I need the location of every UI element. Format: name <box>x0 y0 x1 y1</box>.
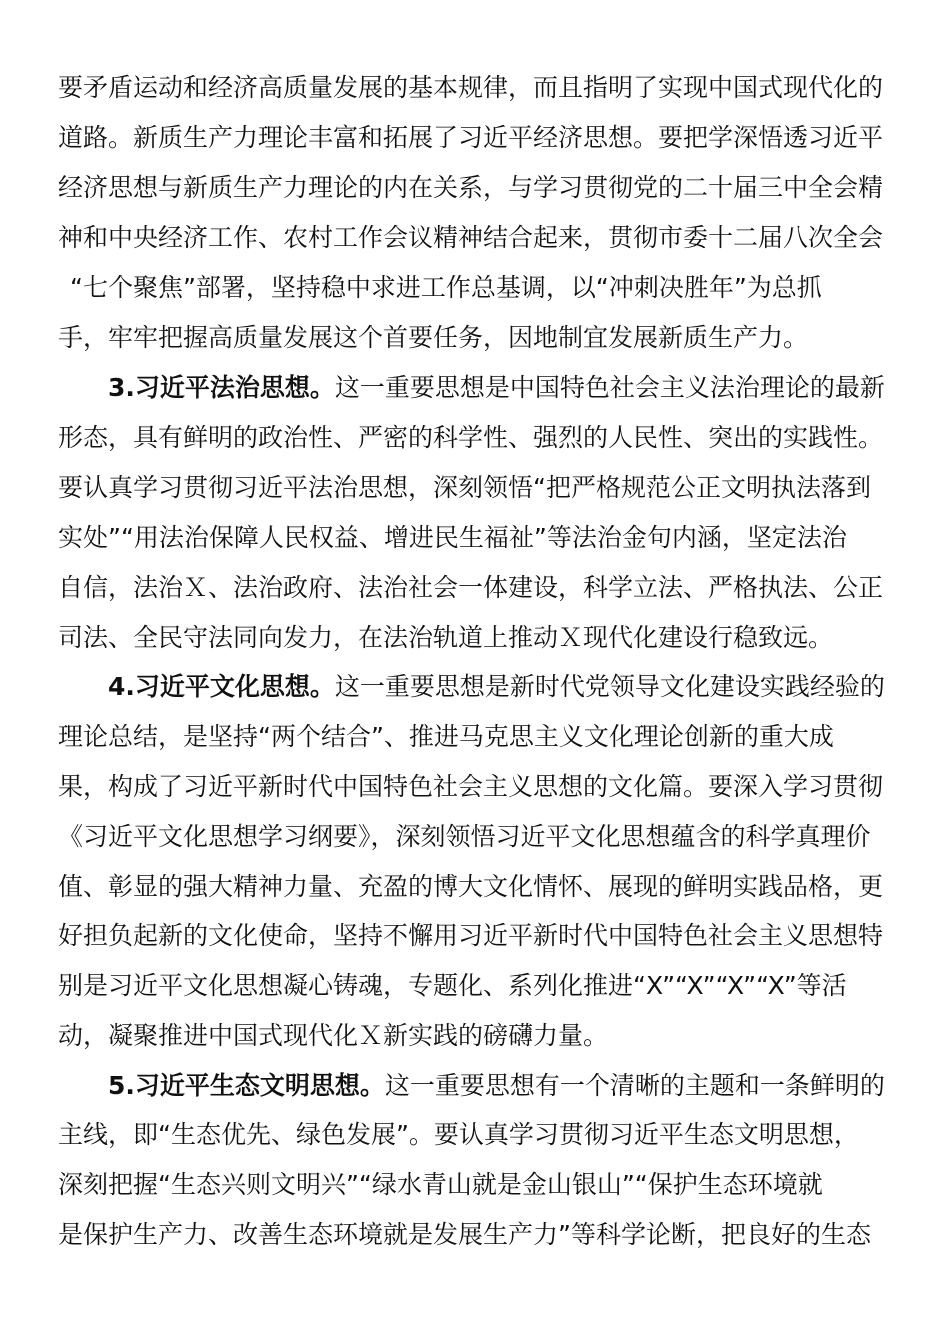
text-line: 经济思想与新质生产力理论的内在关系，与学习贯彻党的二十届三中全会精 <box>58 173 884 202</box>
text-line: 值、彰显的强大精神力量、充盈的博大文化情怀、展现的鲜明实践品格，更 <box>58 872 884 901</box>
text-line: 要认真学习贯彻习近平法治思想，深刻领悟“把严格规范公正文明执法落到 <box>58 473 871 502</box>
text-line: 果，构成了习近平新时代中国特色社会主义思想的文化篇。要深入学习贯彻 <box>58 772 884 801</box>
text-line: 深刻把握“生态兴则文明兴”“绿水青山就是金山银山”“保护生态环境就 <box>58 1170 823 1199</box>
paragraph-5-first-line <box>108 1066 890 1106</box>
text-line: 《习近平文化思想学习纲要》，深刻领悟习近平文化思想蕴含的科学真理价 <box>58 822 871 851</box>
text-line: 司法、全民守法同向发力，在法治轨道上推动Ｘ现代化建设行稳致远。 <box>58 623 834 652</box>
text-line: 理论总结，是坚持“两个结合”、推进马克思主义文化理论创新的重大成 <box>58 722 834 751</box>
text-line: 好担负起新的文化使命，坚持不懈用习近平新时代中国特色社会主义思想特 <box>58 921 884 950</box>
paragraph-3-first-line <box>108 368 890 408</box>
text-line: 动，凝聚推进中国式现代化Ｘ新实践的磅礴力量。 <box>58 1021 609 1050</box>
section-heading-4: 4.习近平文化思想。 <box>108 672 335 701</box>
text-line: 是保护生产力、改善生态环境就是发展生产力”等科学论断，把良好的生态 <box>58 1220 871 1249</box>
text-line: 实处”“用法治保障人民权益、增进民生福祉”等法治金句内涵，坚定法治 <box>58 523 847 552</box>
text-line: 主线，即“生态优先、绿色发展”。要认真学习贯彻习近平生态文明思想， <box>58 1120 859 1149</box>
text-line: 道路。新质生产力理论丰富和拓展了习近平经济思想。要把学深悟透习近平 <box>58 123 884 152</box>
section-heading-3: 3.习近平法治思想。 <box>108 373 335 402</box>
text-line: 要矛盾运动和经济高质量发展的基本规律，而且指明了实现中国式现代化的 <box>58 73 884 102</box>
text-line: 神和中央经济工作、农村工作会议精神结合起来，贯彻市委十二届八次全会 <box>58 223 884 252</box>
text-span: 这一重要思想是中国特色社会主义法治理论的最新 <box>334 373 885 402</box>
text-line: “七个聚焦”部署，坚持稳中求进工作总基调，以“冲刺决胜年”为总抓 <box>70 273 822 302</box>
text-span: 这一重要思想是新时代党领导文化建设实践经验的 <box>334 672 885 701</box>
text-line: 形态，具有鲜明的政治性、严密的科学性、强烈的人民性、突出的实践性。 <box>58 423 884 452</box>
text-line: 自信，法治Ｘ、法治政府、法治社会一体建设，科学立法、严格执法、公正 <box>58 573 884 602</box>
text-line: 手，牢牢把握高质量发展这个首要任务，因地制宜发展新质生产力。 <box>58 323 809 352</box>
text-line: 别是习近平文化思想凝心铸魂，专题化、系列化推进“X”“X”“X”“X”等活 <box>58 971 847 1000</box>
section-heading-5: 5.习近平生态文明思想。 <box>108 1071 385 1100</box>
text-span: 这一重要思想有一个清晰的主题和一条鲜明的 <box>384 1071 885 1100</box>
paragraph-4-first-line <box>108 667 890 707</box>
